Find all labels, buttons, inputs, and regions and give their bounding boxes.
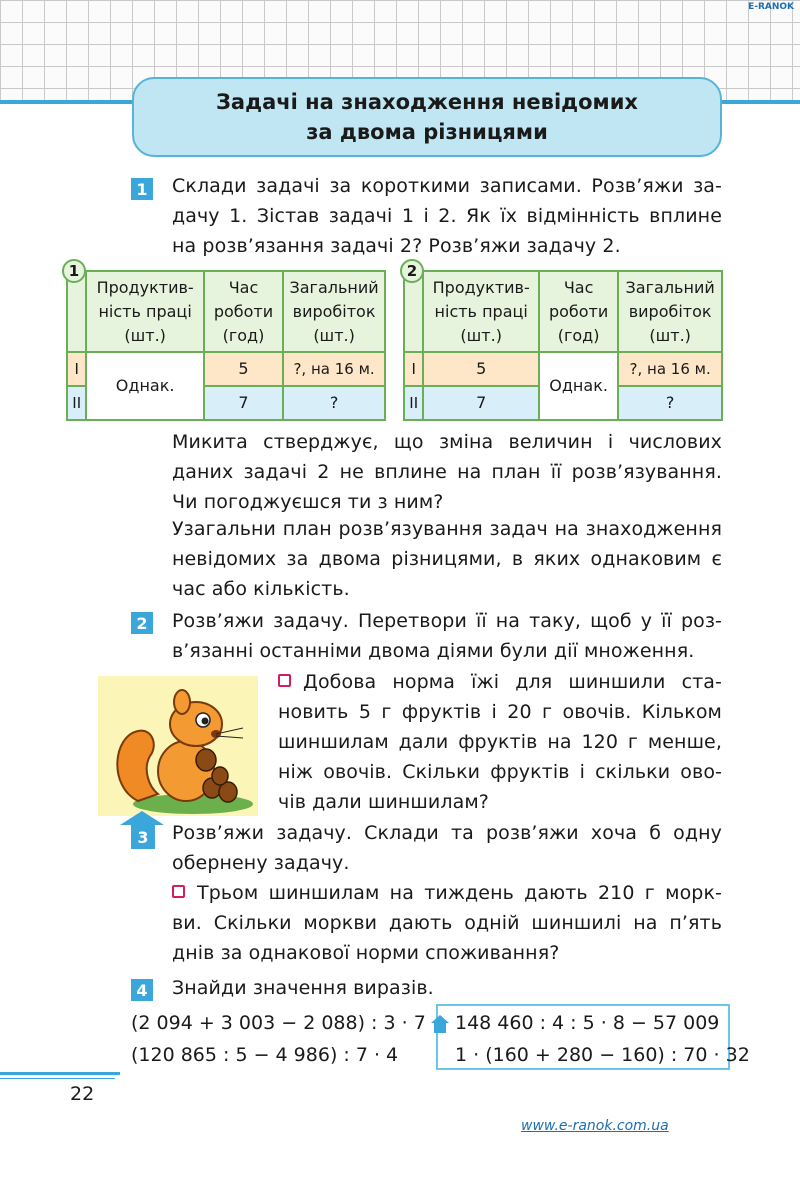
problem-marker-icon bbox=[278, 674, 291, 687]
expression-4: 1 · (160 + 280 − 160) : 70 · 32 bbox=[455, 1044, 750, 1066]
publisher-link[interactable]: www.e-ranok.com.ua bbox=[521, 1118, 669, 1134]
table-cell: 7 bbox=[204, 386, 283, 420]
table-number-2: 2 bbox=[400, 259, 424, 283]
footer-divider bbox=[0, 1072, 120, 1075]
merged-cell: Однак. bbox=[86, 352, 203, 420]
table-cell: 5 bbox=[423, 352, 538, 386]
title-line-2: за двома різницями bbox=[306, 120, 548, 144]
task-number-2: 2 bbox=[131, 612, 153, 634]
text-line: чів дали шиншилам? bbox=[278, 791, 489, 813]
header-text: ність праці bbox=[98, 301, 192, 321]
short-record-table-1 bbox=[66, 270, 386, 421]
task-number-3: 3 bbox=[131, 825, 155, 849]
table-cell: 5 bbox=[204, 352, 283, 386]
difficulty-arrow-icon bbox=[120, 811, 164, 825]
header-text: Час bbox=[228, 277, 259, 297]
text-line: новить 5 г фруктів і 20 г овочів. Кільком bbox=[278, 701, 722, 723]
footer-divider-thin bbox=[0, 1078, 115, 1079]
expression-1: (2 094 + 3 003 − 2 088) : 3 · 7 bbox=[131, 1012, 426, 1034]
table-cell: ? bbox=[618, 386, 722, 420]
header-text: (шт.) bbox=[649, 325, 691, 345]
text-line bbox=[278, 667, 722, 697]
table-header bbox=[283, 271, 385, 352]
header-text: Час bbox=[563, 277, 594, 297]
task3-text bbox=[172, 818, 722, 878]
text-line: обернену задачу. bbox=[172, 852, 350, 874]
task-number-1: 1 bbox=[131, 178, 153, 200]
expression-2: (120 865 : 5 − 4 986) : 7 · 4 bbox=[131, 1044, 399, 1066]
chinchilla-illustration bbox=[98, 676, 258, 816]
table-cell: ?, на 16 м. bbox=[618, 352, 722, 386]
problem-text: Трьом шиншилам на тиждень дають 210 г морк- bbox=[197, 882, 722, 904]
table-header bbox=[86, 271, 203, 352]
header-text: ність праці bbox=[434, 301, 528, 321]
header-text: виробіток bbox=[628, 301, 712, 321]
house-icon bbox=[430, 1014, 450, 1034]
page-number: 22 bbox=[70, 1083, 95, 1105]
header-text: роботи bbox=[213, 301, 274, 321]
task4-text: Знайди значення виразів. bbox=[172, 977, 434, 999]
table-cell: 7 bbox=[423, 386, 538, 420]
header-text: Продуктив- bbox=[96, 277, 194, 297]
task1-line: дачу 1. Зістав задачі 1 і 2. Як їх відмінність вплине bbox=[172, 205, 722, 227]
task1-paragraph-1 bbox=[172, 427, 722, 517]
text-line: в’язанні останніми двома діями були дії множення. bbox=[172, 640, 695, 662]
row-label: II bbox=[404, 386, 423, 420]
header-text: (шт.) bbox=[460, 325, 502, 345]
text-line: Микита стверджує, що зміна величин і числових bbox=[172, 431, 722, 453]
task1-text bbox=[172, 171, 722, 261]
text-line: ви. Скільки моркви дають одній шиншилі на п’ять bbox=[172, 912, 722, 934]
table-header bbox=[204, 271, 283, 352]
text-line: днів за однакової норми споживання? bbox=[172, 942, 560, 964]
task3-problem bbox=[172, 878, 722, 968]
text-line: Чи погоджуєшся ти з ним? bbox=[172, 491, 444, 513]
text-line: Узагальни план розв’язування задач на знаходження bbox=[172, 518, 722, 540]
text-line: шиншилам дали фруктів на 120 г менше, bbox=[278, 731, 722, 753]
table-header bbox=[539, 271, 618, 352]
text-line bbox=[172, 878, 722, 908]
text-line: даних задачі 2 не вплине на план її розв’язування. bbox=[172, 461, 722, 483]
title-line-1: Задачі на знаходження невідомих bbox=[216, 90, 638, 114]
text-line: час або кількість. bbox=[172, 578, 350, 600]
table-header bbox=[423, 271, 538, 352]
squirrel-icon bbox=[98, 676, 258, 816]
header-text: (год) bbox=[557, 325, 600, 345]
publisher-logo: E-RANOK bbox=[748, 2, 794, 12]
task1-line: на розв’язання задачі 2? Розв’яжи задачу 2. bbox=[172, 235, 621, 257]
text-line: Розв’яжи задачу. Склади та розв’яжи хоча б одну bbox=[172, 822, 722, 844]
header-text: Загальний bbox=[289, 277, 379, 297]
table-number-1: 1 bbox=[62, 259, 86, 283]
text-line: Розв’яжи задачу. Перетвори її на таку, щоб у її роз- bbox=[172, 610, 722, 632]
header-text: (шт.) bbox=[124, 325, 166, 345]
merged-cell: Однак. bbox=[539, 352, 618, 420]
row-label: I bbox=[404, 352, 423, 386]
table-corner bbox=[67, 271, 86, 352]
table-cell: ?, на 16 м. bbox=[283, 352, 385, 386]
text-line: невідомих за двома різницями, в яких однаковим є bbox=[172, 548, 722, 570]
header-text: роботи bbox=[548, 301, 609, 321]
page-title bbox=[132, 77, 722, 157]
problem-marker-icon bbox=[172, 885, 185, 898]
problem-text: Добова норма їжі для шиншили ста- bbox=[303, 671, 722, 693]
header-text: (шт.) bbox=[313, 325, 355, 345]
table-corner bbox=[404, 271, 423, 352]
header-text: виробіток bbox=[292, 301, 376, 321]
table-cell: ? bbox=[283, 386, 385, 420]
table-header bbox=[618, 271, 722, 352]
task2-problem bbox=[278, 667, 722, 817]
task1-paragraph-2 bbox=[172, 514, 722, 604]
row-label: II bbox=[67, 386, 86, 420]
task1-line: Склади задачі за короткими записами. Розв’яжи за- bbox=[172, 175, 722, 197]
task2-text bbox=[172, 606, 722, 666]
task-number-4: 4 bbox=[131, 979, 153, 1001]
expression-3: 148 460 : 4 : 5 · 8 − 57 009 bbox=[455, 1012, 720, 1034]
header-text: (год) bbox=[222, 325, 265, 345]
short-record-table-2 bbox=[403, 270, 723, 421]
header-text: Загальний bbox=[625, 277, 715, 297]
header-text: Продуктив- bbox=[432, 277, 530, 297]
row-label: I bbox=[67, 352, 86, 386]
text-line: ніж овочів. Скільки фруктів і скільки ово- bbox=[278, 761, 722, 783]
